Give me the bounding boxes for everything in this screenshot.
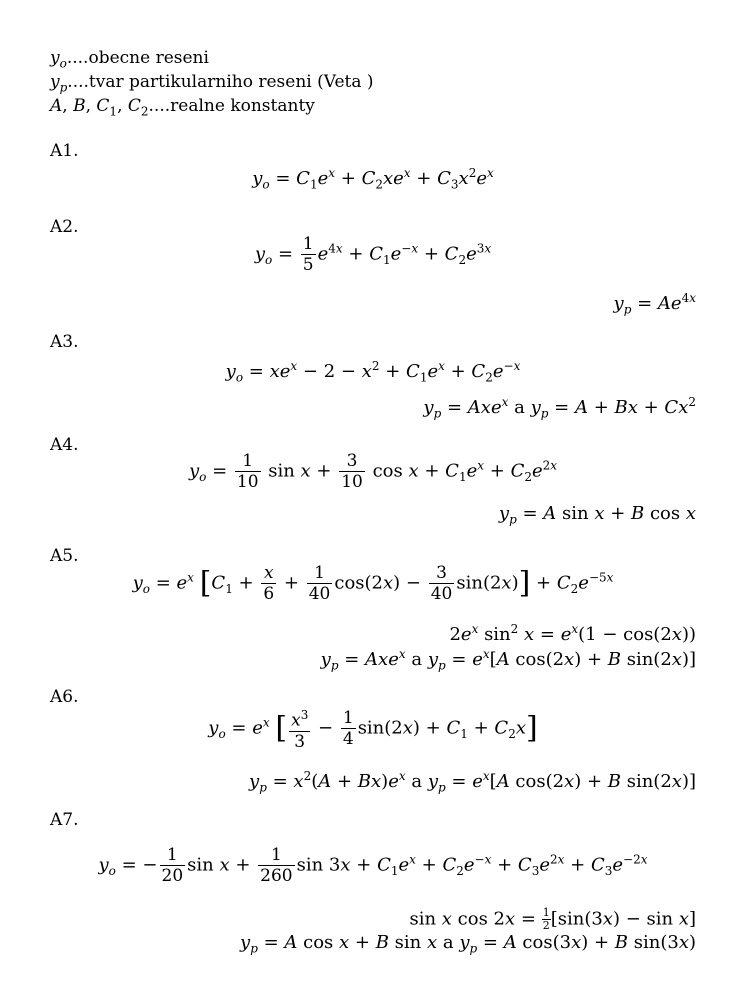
a5-yp-equation: $y_p = Axe^x$ a $y_p = e^x[A$ cos(2x) + B sin(2x)] <box>320 647 696 673</box>
a4-yp-equation: $y_p = A$ sin x + B cos x <box>498 503 696 527</box>
a6-yo-equation: $y_o = e^x$ [ $\frac{x^3}{3}$ − $\frac{1}{4}$ $\sin(2x) + C_1 + C_2x$] <box>0 705 746 752</box>
a2-yo-equation: $y_o$ = $\frac{1}{5}$ $e^{4x} + C_1e^{-x} + C_2e^{3x}$ <box>254 234 492 275</box>
a7-yp-equation: $y_p = A$ cos x + B sin x a $y_p = A$ cos(3x) + B sin(3x) <box>240 932 696 956</box>
a5-yo-equation: $y_o = e^x$ [$C_1$ + $\frac{x}{6}$ + $\frac{1}{40}$ cos(2x) − $\frac{3}{40}$ $\sin(2x)] + C_2e^{-5x}$ <box>132 563 614 604</box>
problem-label-a3: A3. <box>50 332 79 352</box>
a7-yo-equation: $y_o$ = − $\frac{1}{20}$ sin x + $\frac{1}{260}$ $\sin 3x + C_1e^x + C_2e^{-x} + C_3e^{2x} + C_3e^{-2x}$ <box>98 845 648 886</box>
a3-yp-equation: $y_p = Axe^x$ a $y_p = A + Bx + Cx^2$ <box>423 395 696 421</box>
legend-constants: A, B, $C_1$, $C_2....realne$ konstanty <box>50 96 315 119</box>
problem-label-a6: A6. <box>50 687 79 707</box>
problem-label-a5: A5. <box>50 546 79 566</box>
a5-note-identity: $2e^x$ $\sin^2 x = e^x(1 - \cos(2x))$ <box>449 622 696 645</box>
problem-label-a7: A7. <box>50 810 79 830</box>
a4-yo-equation: $y_o$ = $\frac{1}{10}$ sin x + $\frac{3}{10}$ $\cos x + C_1e^x + C_2e^{2x}$ <box>188 451 558 492</box>
a6-yp-equation: $y_p = x^2(A + Bx)e^x$ a $y_p = e^x[A$ cos(2x) + B sin(2x)] <box>249 769 696 795</box>
a1-yo-equation: $y_o = C_1e^x + C_2xe^x + C_3x^2e^x$ <box>252 166 494 192</box>
legend-yo: $y_o....obecne$ reseni <box>50 48 209 71</box>
problem-label-a2: A2. <box>50 217 79 237</box>
a3-yo-equation: $y_o = xe^x - 2 - x^2 + C_1e^x + C_2e^{-x}$ <box>225 359 521 385</box>
problem-label-a1: A1. <box>50 141 79 161</box>
a2-yp-equation: $y_p = Ae^{4x}$ <box>613 291 696 317</box>
a7-note-identity: sin x cos 2x = $\frac{1}{2}$ [sin(3x) − sin x] <box>409 906 696 932</box>
legend-yp: $y_p....tvar$ partikularniho reseni (Veta ) <box>50 72 374 95</box>
problem-label-a4: A4. <box>50 435 79 455</box>
